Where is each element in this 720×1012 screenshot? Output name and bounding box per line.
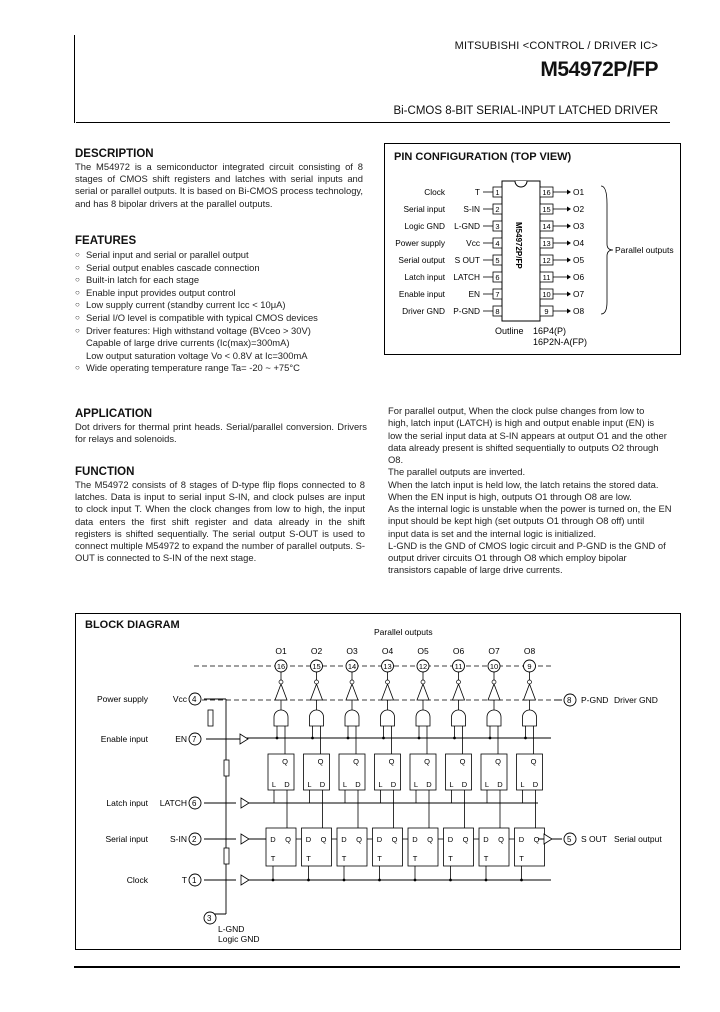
text-line: When the latch input is held low, the latch retains the stored data. <box>388 478 659 490</box>
bd-latch-pin-l: L <box>520 780 525 789</box>
bd-ff-pin-t: T <box>412 854 418 863</box>
bd-output-pin-num: 9 <box>527 662 532 671</box>
bd-signal-symbol: S-IN <box>170 834 187 844</box>
bd-lgnd-label: Logic GND <box>218 934 260 944</box>
text-line: high, latch input (LATCH) is high and output enable input (EN) is <box>388 417 655 429</box>
features-list <box>75 249 370 375</box>
pin-symbol-label: O8 <box>573 306 585 316</box>
pin-arrow <box>567 224 571 229</box>
pin-symbol-label: P-GND <box>453 306 480 316</box>
bd-signal-label: Latch input <box>106 798 148 808</box>
bd-ff-pin-t: T <box>519 854 524 863</box>
bd-inverter-bubble <box>386 680 390 684</box>
pin-arrow <box>567 241 571 246</box>
bd-and-gate <box>416 710 430 726</box>
bd-inverter-bubble <box>279 680 283 684</box>
product-subtitle: Bi-CMOS 8-BIT SERIAL-INPUT LATCHED DRIVER <box>393 105 658 117</box>
bd-latch-pin-d: D <box>497 780 503 789</box>
pin-configuration-box <box>384 143 681 355</box>
bd-and-gate <box>274 710 288 726</box>
bd-signal-symbol: T <box>181 875 187 885</box>
application-heading: APPLICATION <box>75 408 153 420</box>
bd-signal-pin-num: 2 <box>192 835 197 844</box>
bd-sout-sym: S OUT <box>581 834 607 844</box>
text-line: low the serial input data at S-IN appears at output O1 and the other <box>388 429 667 441</box>
bd-ff-pin-d: D <box>412 835 418 844</box>
bd-pgnd-sym: P-GND <box>581 695 609 705</box>
bd-signal-symbol: LATCH <box>159 798 187 808</box>
pin-function-label: Driver GND <box>402 306 445 316</box>
bd-output-pin-num: 13 <box>383 662 392 671</box>
footer-rule <box>74 966 680 968</box>
feature-item: ○ Built-in latch for each stage <box>75 274 200 286</box>
pin-symbol-label: Vcc <box>466 238 480 248</box>
bd-resistor-2 <box>224 760 229 776</box>
brand-line: MITSUBISHI <CONTROL / DRIVER IC> <box>454 40 658 52</box>
block-diagram-box <box>75 613 681 950</box>
bd-output-pin-num: 14 <box>347 662 357 671</box>
bd-parallel-outputs-label: Parallel outputs <box>374 627 433 637</box>
pin-symbol-label: O5 <box>573 255 585 265</box>
text-line: transistors capable of large drive currents. <box>388 564 563 576</box>
bd-and-gate <box>487 710 501 726</box>
header-rule <box>76 122 670 123</box>
text-line: O8. <box>388 454 404 465</box>
chip-label: M54972P/FP <box>514 222 523 269</box>
description-heading: DESCRIPTION <box>75 148 154 160</box>
text-line: For parallel output, When the clock pulse changes from low to <box>388 405 645 416</box>
bd-ff-pin-t: T <box>483 854 489 863</box>
bd-inverter-bubble <box>492 680 496 684</box>
bd-latch-pin-l: L <box>307 780 312 789</box>
bd-output-label: O2 <box>310 646 323 656</box>
pin-number: 5 <box>495 256 500 265</box>
bd-ff-pin-q: Q <box>498 835 504 844</box>
bd-ff-pin-q: Q <box>356 835 362 844</box>
bd-ff-pin-d: D <box>483 835 489 844</box>
bd-latch-pin-q: Q <box>459 757 466 766</box>
bd-sin-buffer <box>241 834 249 844</box>
bd-stage <box>266 646 302 881</box>
bd-output-pin-num: 12 <box>418 662 428 671</box>
bd-lgnd-pin-num: 3 <box>207 914 212 923</box>
pin-number: 12 <box>542 256 551 265</box>
text-line: input should be kept high (set outputs O1 through O8 off) until <box>388 515 645 527</box>
bd-signal-label: Serial input <box>105 834 148 844</box>
pin-number: 11 <box>542 273 551 282</box>
part-number: M54972P/FP <box>540 58 658 81</box>
pin-number: 16 <box>542 188 551 197</box>
pin-number: 2 <box>495 205 500 214</box>
bd-latch-pin-d: D <box>319 780 326 789</box>
feature-item: ○ Serial input and serial or parallel output <box>75 249 249 260</box>
pin-function-label: Clock <box>424 187 445 197</box>
bd-en-buffer <box>240 734 248 744</box>
bd-and-gate <box>381 710 395 726</box>
bd-inverter-bubble <box>457 680 461 684</box>
pin-symbol-label: O3 <box>573 221 585 231</box>
bd-ff-pin-d: D <box>305 835 312 844</box>
bd-inverter-bubble <box>315 680 319 684</box>
bd-latch-pin-q: Q <box>353 757 359 766</box>
bd-latch-pin-l: L <box>378 780 383 789</box>
bd-stage <box>373 646 409 881</box>
pin-number: 7 <box>495 290 500 299</box>
block-diagram-heading: BLOCK DIAGRAM <box>85 619 180 631</box>
bd-ff-pin-t: T <box>377 854 382 863</box>
text-line: L-GND is the GND of CMOS logic circuit and P-GND is the GND of <box>388 539 666 551</box>
feature-item: ○ Driver features: High withstand voltage (BVceo > 30V) <box>75 324 311 336</box>
feature-item: ○ Low supply current (standby current Icc < 10μA) <box>75 299 286 311</box>
bd-sout-buffer <box>544 834 552 844</box>
bd-signal-label: Clock <box>126 875 148 885</box>
bd-signal-label: Power supply <box>96 694 148 704</box>
pin-arrow <box>567 207 571 212</box>
bd-and-gate <box>452 710 466 726</box>
bd-stage <box>479 646 515 881</box>
bd-ff-pin-q: Q <box>462 835 469 844</box>
bd-latch-pin-d: D <box>426 780 432 789</box>
feature-subitem: Low output saturation voltage Vo < 0.8V at Ic=300mA <box>86 349 308 361</box>
bd-sout-label: Serial output <box>614 834 662 844</box>
feature-item: ○ Serial output enables cascade connection <box>75 261 260 273</box>
pin-symbol-label: O1 <box>573 187 585 197</box>
pin-number: 15 <box>542 205 551 214</box>
bd-ff-pin-t: T <box>306 854 311 863</box>
pin-function-label: Serial input <box>403 204 445 214</box>
pin-arrow <box>567 190 571 195</box>
bd-output-label: O4 <box>381 646 394 656</box>
bd-latch-pin-l: L <box>271 780 277 789</box>
block-diagram <box>76 614 680 949</box>
pin-symbol-label: LATCH <box>453 272 480 282</box>
bd-latch-pin-d: D <box>532 780 539 789</box>
bd-latch-pin-q: Q <box>388 757 395 766</box>
bd-signal-symbol: EN <box>175 734 187 744</box>
bd-output-label: O5 <box>417 646 429 656</box>
parallel-outputs-label: Parallel outputs <box>615 245 674 255</box>
outline-package-fp: 16P2N-A(FP) <box>533 337 588 347</box>
bd-stage <box>444 646 480 881</box>
bd-ff-pin-d: D <box>376 835 383 844</box>
bd-resistor-3 <box>224 848 229 864</box>
pin-arrow <box>567 292 571 297</box>
bd-ff-pin-q: Q <box>320 835 327 844</box>
outline-label: Outline <box>495 326 524 336</box>
pin-function-label: Serial output <box>398 255 445 265</box>
bd-output-driver <box>346 684 358 700</box>
bd-output-driver <box>488 684 500 700</box>
feature-item: ○ Serial I/O level is compatible with typical CMOS devices <box>75 311 318 323</box>
text-line: The parallel outputs are inverted. <box>388 466 526 478</box>
text-line: As the internal logic is unstable when the power is turned on, the EN <box>388 503 672 514</box>
pin-config-diagram <box>385 144 680 354</box>
pin-symbol-label: O2 <box>573 204 585 214</box>
bd-latch-pin-l: L <box>413 780 419 789</box>
bd-stage <box>302 646 338 881</box>
bd-output-label: O1 <box>275 646 287 656</box>
bd-ff-pin-q: Q <box>427 835 433 844</box>
features-heading: FEATURES <box>75 235 137 247</box>
bd-output-pin-num: 11 <box>454 662 463 671</box>
bd-ff-pin-q: Q <box>285 835 291 844</box>
bd-stage <box>408 646 444 881</box>
bd-latch-pin-l: L <box>342 780 348 789</box>
bd-output-driver <box>524 684 536 700</box>
bd-output-driver <box>275 684 287 700</box>
bd-output-pin-num: 15 <box>312 662 321 671</box>
bd-signal-pin-num: 4 <box>192 695 197 704</box>
bd-pgnd-pin-num: 8 <box>567 696 572 705</box>
bd-latch-pin-q: Q <box>317 757 324 766</box>
feature-item: ○ Enable input provides output control <box>75 286 236 298</box>
pin-function-label: Latch input <box>404 272 445 282</box>
bd-inverter-bubble <box>421 680 425 684</box>
description-text: The M54972 is a semiconductor integrated circuit consisting of 8 stages of CMOS shift registers and latches with serial inputs and serial or parallel outputs. It is based on Bi-CMOS process technology, and has 8 bipolar drivers at the parallel outputs. <box>75 161 363 209</box>
bd-inverter-bubble <box>528 680 532 684</box>
bd-latch-pin-d: D <box>461 780 468 789</box>
text-line: data already present is shifted sequentially to outputs O2 through <box>388 441 659 453</box>
bd-latch-pin-d: D <box>284 780 290 789</box>
bd-and-gate <box>310 710 324 726</box>
bd-ff-pin-d: D <box>518 835 525 844</box>
bd-latch-pin-q: Q <box>495 757 501 766</box>
bd-signal-pin-num: 6 <box>192 799 197 808</box>
pin-config-heading: PIN CONFIGURATION (TOP VIEW) <box>394 151 572 163</box>
pin-number: 8 <box>495 307 500 316</box>
pin-arrow <box>567 258 571 263</box>
bd-ff-pin-t: T <box>270 854 276 863</box>
bd-output-pin-num: 16 <box>276 662 286 671</box>
pin-symbol-label: O7 <box>573 289 585 299</box>
bd-output-driver <box>453 684 465 700</box>
text-line: When the EN input is high, outputs O1 through O8 are low. <box>388 490 632 502</box>
pin-function-label: Power supply <box>395 238 445 248</box>
pin-symbol-label: S OUT <box>454 255 480 265</box>
pin-number: 10 <box>542 290 551 299</box>
application-text: Dot drivers for thermal print heads. Serial/parallel conversion. Drivers for relays and solenoids. <box>75 421 367 445</box>
bd-output-driver <box>311 684 323 700</box>
bd-pgnd-label: Driver GND <box>614 695 658 705</box>
bd-latch-pin-d: D <box>355 780 361 789</box>
bd-clock-buffer <box>241 875 249 885</box>
bd-sout-pin-num: 5 <box>567 835 572 844</box>
bd-latch-pin-l: L <box>449 780 454 789</box>
bd-output-pin-num: 10 <box>489 662 499 671</box>
pin-function-label: Logic GND <box>404 221 445 231</box>
pin-function-label: Enable input <box>398 289 445 299</box>
bd-output-label: O6 <box>452 646 465 656</box>
bd-ff-pin-d: D <box>270 835 276 844</box>
bd-ff-pin-t: T <box>448 854 453 863</box>
outline-package-p: 16P4(P) <box>533 326 567 336</box>
bd-stage <box>337 646 373 881</box>
bd-ff-pin-q: Q <box>533 835 540 844</box>
bd-output-driver <box>417 684 429 700</box>
bd-latch-pin-q: Q <box>530 757 537 766</box>
bd-ff-pin-d: D <box>341 835 347 844</box>
bd-latch-pin-q: Q <box>424 757 430 766</box>
pin-number: 3 <box>495 222 500 231</box>
pin-arrow <box>567 309 571 314</box>
bd-output-driver <box>382 684 394 700</box>
bd-resistor-1 <box>208 710 213 726</box>
pin-arrow <box>567 275 571 280</box>
text-line: output driver circuits O1 through O8 which employ bipolar <box>388 552 627 563</box>
bd-signal-pin-num: 7 <box>192 735 197 744</box>
pin-symbol-label: O4 <box>573 238 585 248</box>
bd-and-gate <box>345 710 359 726</box>
bd-inverter-bubble <box>350 680 354 684</box>
bd-ff-pin-q: Q <box>391 835 398 844</box>
pin-number: 9 <box>544 307 549 316</box>
bd-lgnd-sym: L-GND <box>218 924 245 934</box>
function-heading: FUNCTION <box>75 466 135 478</box>
bd-output-label: O3 <box>346 646 358 656</box>
pin-symbol-label: T <box>474 187 480 197</box>
bd-latch-pin-l: L <box>484 780 490 789</box>
function-text: The M54972 consists of 8 stages of D-type flip flops connected to 8 latches. Data is input to serial input S-IN, and clock pulses are input to clock input T. When the clock changes from low to high, the input data enters the first shift register and data already in the shift registers is shifted sequentially. The serial output S-OUT is used to connect multiple M54972 to expand the number of parallel outputs. S-OUT is connected to S-IN of the next stage. <box>75 479 365 564</box>
pin-number: 4 <box>495 239 500 248</box>
bd-latch-pin-q: Q <box>282 757 288 766</box>
pin-symbol-label: O6 <box>573 272 585 282</box>
pin-symbol-label: S-IN <box>463 204 480 214</box>
pin-number: 6 <box>495 273 500 282</box>
parallel-output-brace <box>601 186 613 314</box>
bd-latch-pin-d: D <box>390 780 397 789</box>
bd-ff-pin-t: T <box>341 854 347 863</box>
feature-subitem: Capable of large drive currents (Ic(max)=300mA) <box>86 337 290 349</box>
text-line: input data is set and the internal logic is initialized. <box>388 527 596 539</box>
bd-ff-pin-d: D <box>447 835 454 844</box>
left-margin-rule <box>74 35 75 123</box>
bd-stage <box>515 646 545 881</box>
bd-signal-label: Enable input <box>100 734 148 744</box>
pin-number: 1 <box>495 188 500 197</box>
bd-signal-pin-num: 1 <box>192 876 197 885</box>
function-right-text <box>388 405 680 577</box>
bd-output-label: O7 <box>488 646 500 656</box>
feature-item: ○ Wide operating temperature range Ta= -20 ~ +75°C <box>75 362 300 374</box>
pin-number: 14 <box>542 222 551 231</box>
bd-signal-symbol: Vcc <box>172 694 187 704</box>
bd-latch-buffer <box>241 798 249 808</box>
pin-number: 13 <box>542 239 551 248</box>
pin-symbol-label: EN <box>468 289 480 299</box>
bd-and-gate <box>523 710 537 726</box>
pin-symbol-label: L-GND <box>454 221 480 231</box>
bd-output-label: O8 <box>523 646 536 656</box>
